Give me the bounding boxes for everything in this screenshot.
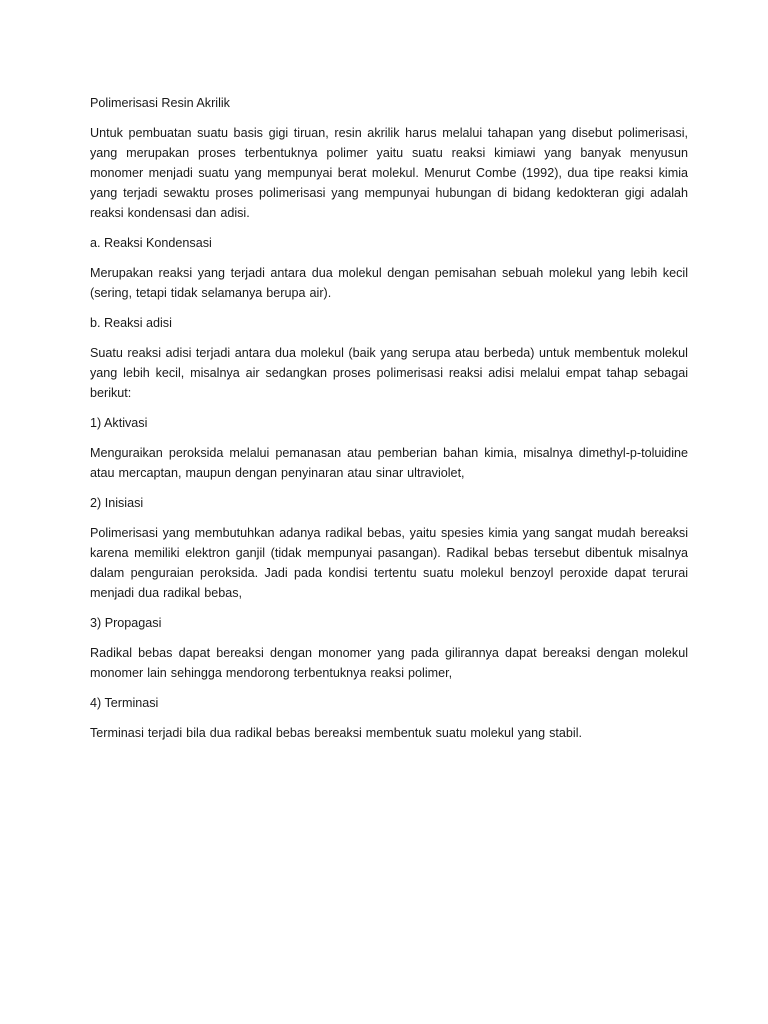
paragraph-aktivasi: Menguraikan peroksida melalui pemanasan atau pemberian bahan kimia, misalnya dimethyl-p-toluidine atau mercaptan, maupun dengan penyinaran atau sinar ultraviolet, bbox=[90, 446, 688, 480]
document-title: Polimerisasi Resin Akrilik bbox=[90, 96, 230, 110]
paragraph-inisiasi: Polimerisasi yang membutuhkan adanya radikal bebas, yaitu spesies kimia yang sangat mudah bereaksi karena memiliki elektron ganjil (tidak mempunyai pasangan). Radikal bebas tersebut dibentuk misalnya dalam penguraian peroksida. Jadi pada kondisi tertentu suatu molekul benzoyl peroxide dapat terurai menjadi dua radikal bebas, bbox=[90, 526, 688, 600]
paragraph-terminasi: Terminasi terjadi bila dua radikal bebas bereaksi membentuk suatu molekul yang stabil. bbox=[90, 726, 583, 740]
heading-propagasi: 3) Propagasi bbox=[90, 616, 162, 630]
heading-reaksi-adisi: b. Reaksi adisi bbox=[90, 316, 172, 330]
heading-inisiasi: 2) Inisiasi bbox=[90, 496, 144, 510]
heading-reaksi-kondensasi: a. Reaksi Kondensasi bbox=[90, 236, 212, 250]
paragraph-reaksi-adisi: Suatu reaksi adisi terjadi antara dua molekul (baik yang serupa atau berbeda) untuk membentuk molekul yang lebih kecil, misalnya air sedangkan proses polimerisasi reaksi adisi melalui empat tahap sebagai berikut: bbox=[90, 346, 688, 400]
paragraph-propagasi: Radikal bebas dapat bereaksi dengan monomer yang pada gilirannya dapat bereaksi dengan molekul monomer lain sehingga mendorong terbentuknya reaksi polimer, bbox=[90, 646, 688, 680]
intro-paragraph: Untuk pembuatan suatu basis gigi tiruan, resin akrilik harus melalui tahapan yang disebut polimerisasi, yang merupakan proses terbentuknya polimer yaitu suatu reaksi kimiawi yang banyak menyusun monomer menjadi suatu yang mempunyai berat molekul. Menurut Combe (1992), dua tipe reaksi kimia yang terjadi sewaktu proses polimerisasi yang mempunyai hubungan di bidang kedokteran gigi adalah reaksi kondensasi dan adisi. bbox=[90, 126, 688, 220]
heading-aktivasi: 1) Aktivasi bbox=[90, 416, 148, 430]
heading-terminasi: 4) Terminasi bbox=[90, 696, 159, 710]
paragraph-reaksi-kondensasi: Merupakan reaksi yang terjadi antara dua molekul dengan pemisahan sebuah molekul yang lebih kecil (sering, tetapi tidak selamanya berupa air). bbox=[90, 266, 688, 300]
